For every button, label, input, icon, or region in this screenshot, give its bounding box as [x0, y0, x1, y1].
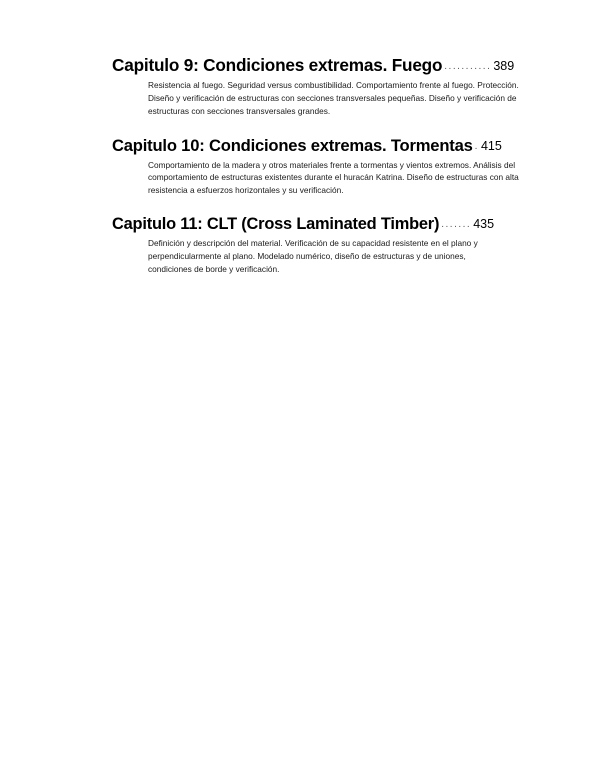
toc-entry-description: Comportamiento de la madera y otros materiales frente a tormentas y vientos extremos. Análisis del comportamiento de estructuras existentes durante el huracán Katrina. Diseño de estructuras con alta resistencia a esfuerzos horizontales y su verificación. — [148, 159, 519, 196]
toc-entry-description: Definición y descripción del material. Verificación de su capacidad resistente en el plano y perpendicularmente al plano. Modelado numérico, diseño de estructuras y de uniones, condiciones de borde y verificación. — [148, 238, 478, 274]
toc-entry — [112, 136, 532, 198]
toc-entry-title: Capitulo 10: Condiciones extremas. Tormentas — [112, 135, 473, 155]
toc-entry-heading — [112, 55, 532, 76]
toc-entry-heading — [112, 215, 532, 234]
toc-leader-dots: ........... — [444, 61, 492, 72]
toc-entry-description: Resistencia al fuego. Seguridad versus combustibilidad. Comportamiento frente al fuego. Protección. Diseño y verificación de estructuras con secciones transversales pequeñas. Diseño y verificación de estructuras con secciones transversales grandes. — [148, 80, 519, 116]
toc-page-number: 435 — [473, 217, 495, 232]
toc-leader-dots: ....... — [441, 219, 472, 231]
toc-page-number: 415 — [480, 138, 502, 153]
toc-page-number: 389 — [493, 59, 515, 73]
toc-entry-title: Capitulo 9: Condiciones extremas. Fuego — [112, 55, 443, 75]
toc-entry — [112, 215, 532, 276]
toc-leader-dots: . — [474, 140, 479, 152]
table-of-contents — [112, 55, 532, 294]
toc-entry — [112, 55, 532, 118]
toc-entry-title: Capitulo 11: CLT (Cross Laminated Timber) — [112, 215, 440, 234]
toc-entry-heading — [112, 136, 532, 156]
